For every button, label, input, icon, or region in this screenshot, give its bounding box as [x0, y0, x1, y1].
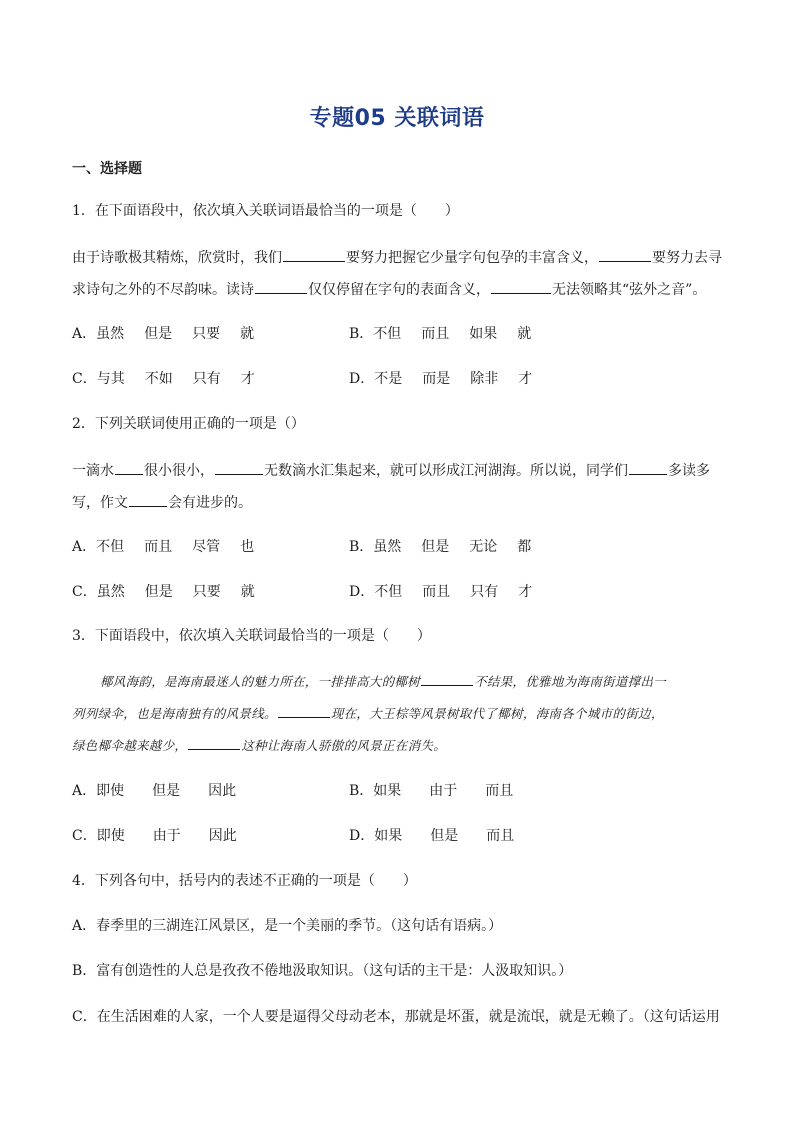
- question-2-option-d[interactable]: D．不但 而且 只有 才: [349, 584, 533, 600]
- passage-text: 仅仅停留在字句的表面含义，: [308, 282, 490, 298]
- passage-text: 这种让海南人骄傲的风景正在消失。: [241, 738, 447, 753]
- answer-blank[interactable]: [283, 247, 345, 262]
- question-1-option-a[interactable]: A．虽然 但是 只要 就: [72, 326, 255, 342]
- answer-blank[interactable]: [129, 492, 167, 507]
- question-3-stem: 3．下面语段中，依次填入关联词最恰当的一项是（ ）: [72, 628, 431, 644]
- question-2-stem: 2．下列关联词使用正确的一项是（）: [72, 416, 305, 432]
- question-2-passage-line-1: [72, 460, 722, 481]
- passage-text: 多读多: [668, 463, 710, 479]
- question-2-option-a[interactable]: A．不但 而且 尽管 也: [72, 539, 255, 555]
- passage-text: 会有进步的。: [168, 495, 252, 511]
- question-3-passage-line-3: [72, 736, 722, 756]
- answer-blank[interactable]: [421, 673, 473, 686]
- answer-blank[interactable]: [115, 460, 143, 475]
- passage-text: 不结果，优雅地为海南街道撑出一: [474, 674, 667, 689]
- passage-text: 很小很小，: [144, 463, 214, 479]
- passage-text: 要努力去寻: [652, 250, 722, 266]
- question-4-option-b[interactable]: B．富有创造性的人总是孜孜不倦地汲取知识。（这句话的主干是：人汲取知识。）: [72, 963, 573, 979]
- question-3-option-a[interactable]: A．即使 但是 因此: [72, 783, 237, 799]
- passage-text: 写，作文: [72, 495, 128, 511]
- passage-text: 求诗句之外的不尽韵味。读诗: [72, 282, 254, 298]
- question-4-option-c[interactable]: C．在生活困难的人家，一个人要是逼得父母动老本，那就是坏蛋，就是流氓，就是无赖了。（这句话运用: [72, 1009, 720, 1025]
- question-4-stem: 4．下列各句中，括号内的表述不正确的一项是（ ）: [72, 873, 417, 889]
- passage-text: 一滴水: [72, 463, 114, 479]
- passage-text: 无法领略其“弦外之音”。: [552, 282, 707, 298]
- question-1-option-c[interactable]: C．与其 不如 只有 才: [72, 371, 255, 387]
- passage-text: 现在，大王棕等风景树取代了椰树，海南各个城市的街边，: [330, 706, 664, 721]
- question-2-option-b[interactable]: B．虽然 但是 无论 都: [349, 539, 532, 555]
- question-3-passage-line-2: [72, 704, 722, 724]
- answer-blank[interactable]: [629, 460, 667, 475]
- question-3-passage-line-1: [72, 672, 722, 692]
- question-3-option-b[interactable]: B．如果 由于 而且: [349, 783, 514, 799]
- question-2-passage-line-2: [72, 492, 722, 513]
- answer-blank[interactable]: [188, 737, 240, 750]
- question-1-passage-line-2: [72, 279, 722, 300]
- question-1-option-b[interactable]: B．不但 而且 如果 就: [349, 326, 532, 342]
- answer-blank[interactable]: [215, 460, 263, 475]
- section-heading: 一、选择题: [72, 161, 142, 177]
- passage-text: 列列绿伞，也是海南独有的风景线。: [72, 706, 277, 721]
- question-1-option-d[interactable]: D．不是 而是 除非 才: [349, 371, 533, 387]
- answer-blank[interactable]: [255, 279, 307, 294]
- question-2-option-c[interactable]: C．虽然 但是 只要 就: [72, 584, 255, 600]
- passage-text: 椰风海韵，是海南最迷人的魅力所在，一排排高大的椰树: [100, 674, 421, 689]
- question-1-stem: 1．在下面语段中，依次填入关联词语最恰当的一项是（ ）: [72, 203, 459, 219]
- answer-blank[interactable]: [491, 279, 551, 294]
- question-3-option-c[interactable]: C．即使 由于 因此: [72, 828, 237, 844]
- page-title: 专题05 关联词语: [309, 106, 485, 131]
- answer-blank[interactable]: [599, 247, 651, 262]
- question-1-passage-line-1: [72, 247, 722, 268]
- passage-text: 无数滴水汇集起来，就可以形成江河湖海。所以说，同学们: [264, 463, 628, 479]
- passage-text: 要努力把握它少量字句包孕的丰富含义，: [346, 250, 598, 266]
- question-3-option-d[interactable]: D．如果 但是 而且: [349, 828, 515, 844]
- passage-text: 由于诗歌极其精炼，欣赏时，我们: [72, 250, 282, 266]
- answer-blank[interactable]: [278, 705, 330, 718]
- question-4-option-a[interactable]: A．春季里的三湖连江风景区，是一个美丽的季节。（这句话有语病。）: [72, 918, 503, 934]
- passage-text: 绿色椰伞越来越少，: [72, 738, 188, 753]
